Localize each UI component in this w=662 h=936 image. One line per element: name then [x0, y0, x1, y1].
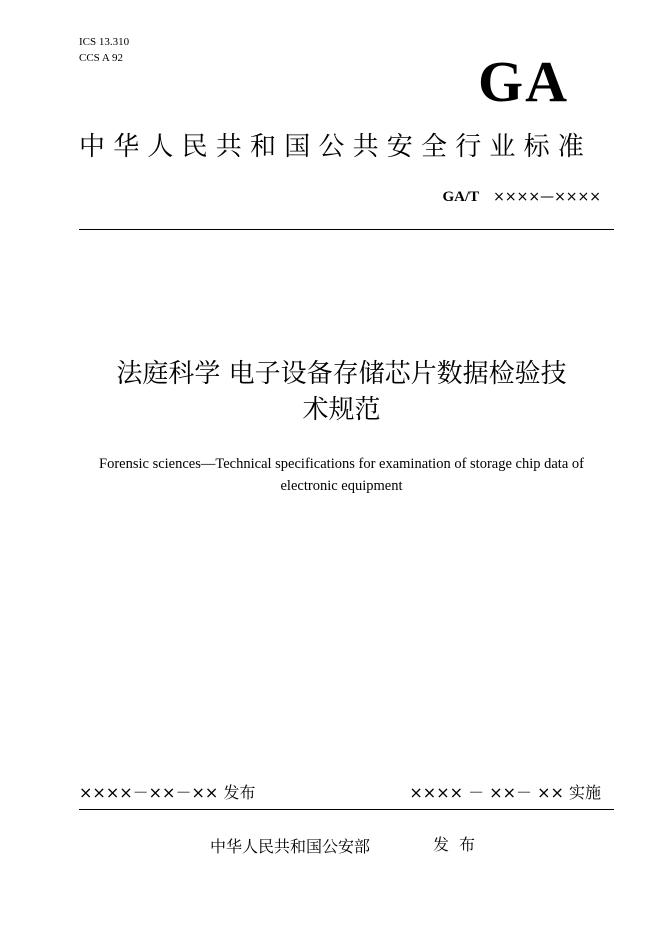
document-title-english-line2: electronic equipment	[280, 478, 403, 494]
standard-code-prefix: GA/T	[442, 189, 480, 205]
ccs-code: CCS A 92	[79, 52, 124, 64]
header-divider	[79, 229, 614, 230]
publisher-name: 中华人民共和国公安部	[210, 837, 371, 856]
standard-code	[442, 186, 601, 207]
ga-logo: GA	[478, 49, 569, 114]
document-title-chinese-line2: 术规范	[302, 395, 381, 425]
issue-date: ××××－××－×× 发布	[79, 783, 256, 802]
document-title-chinese	[79, 356, 604, 428]
classification-codes	[79, 34, 129, 66]
ics-code: ICS 13.310	[79, 36, 130, 48]
document-title-english	[79, 453, 604, 497]
document-title-english-line1: Forensic sciences—Technical specifications for examination of storage chip data of	[99, 456, 584, 472]
standard-category-title: 中华人民共和国公共安全行业标准	[79, 132, 593, 162]
footer-divider	[79, 809, 614, 810]
document-title-chinese-line1: 法庭科学 电子设备存储芯片数据检验技	[116, 359, 567, 389]
publish-label: 发布	[433, 835, 486, 854]
standard-code-number: ××××—××××	[493, 189, 601, 205]
implementation-date: ×××× － ××－ ×× 实施	[409, 783, 601, 802]
